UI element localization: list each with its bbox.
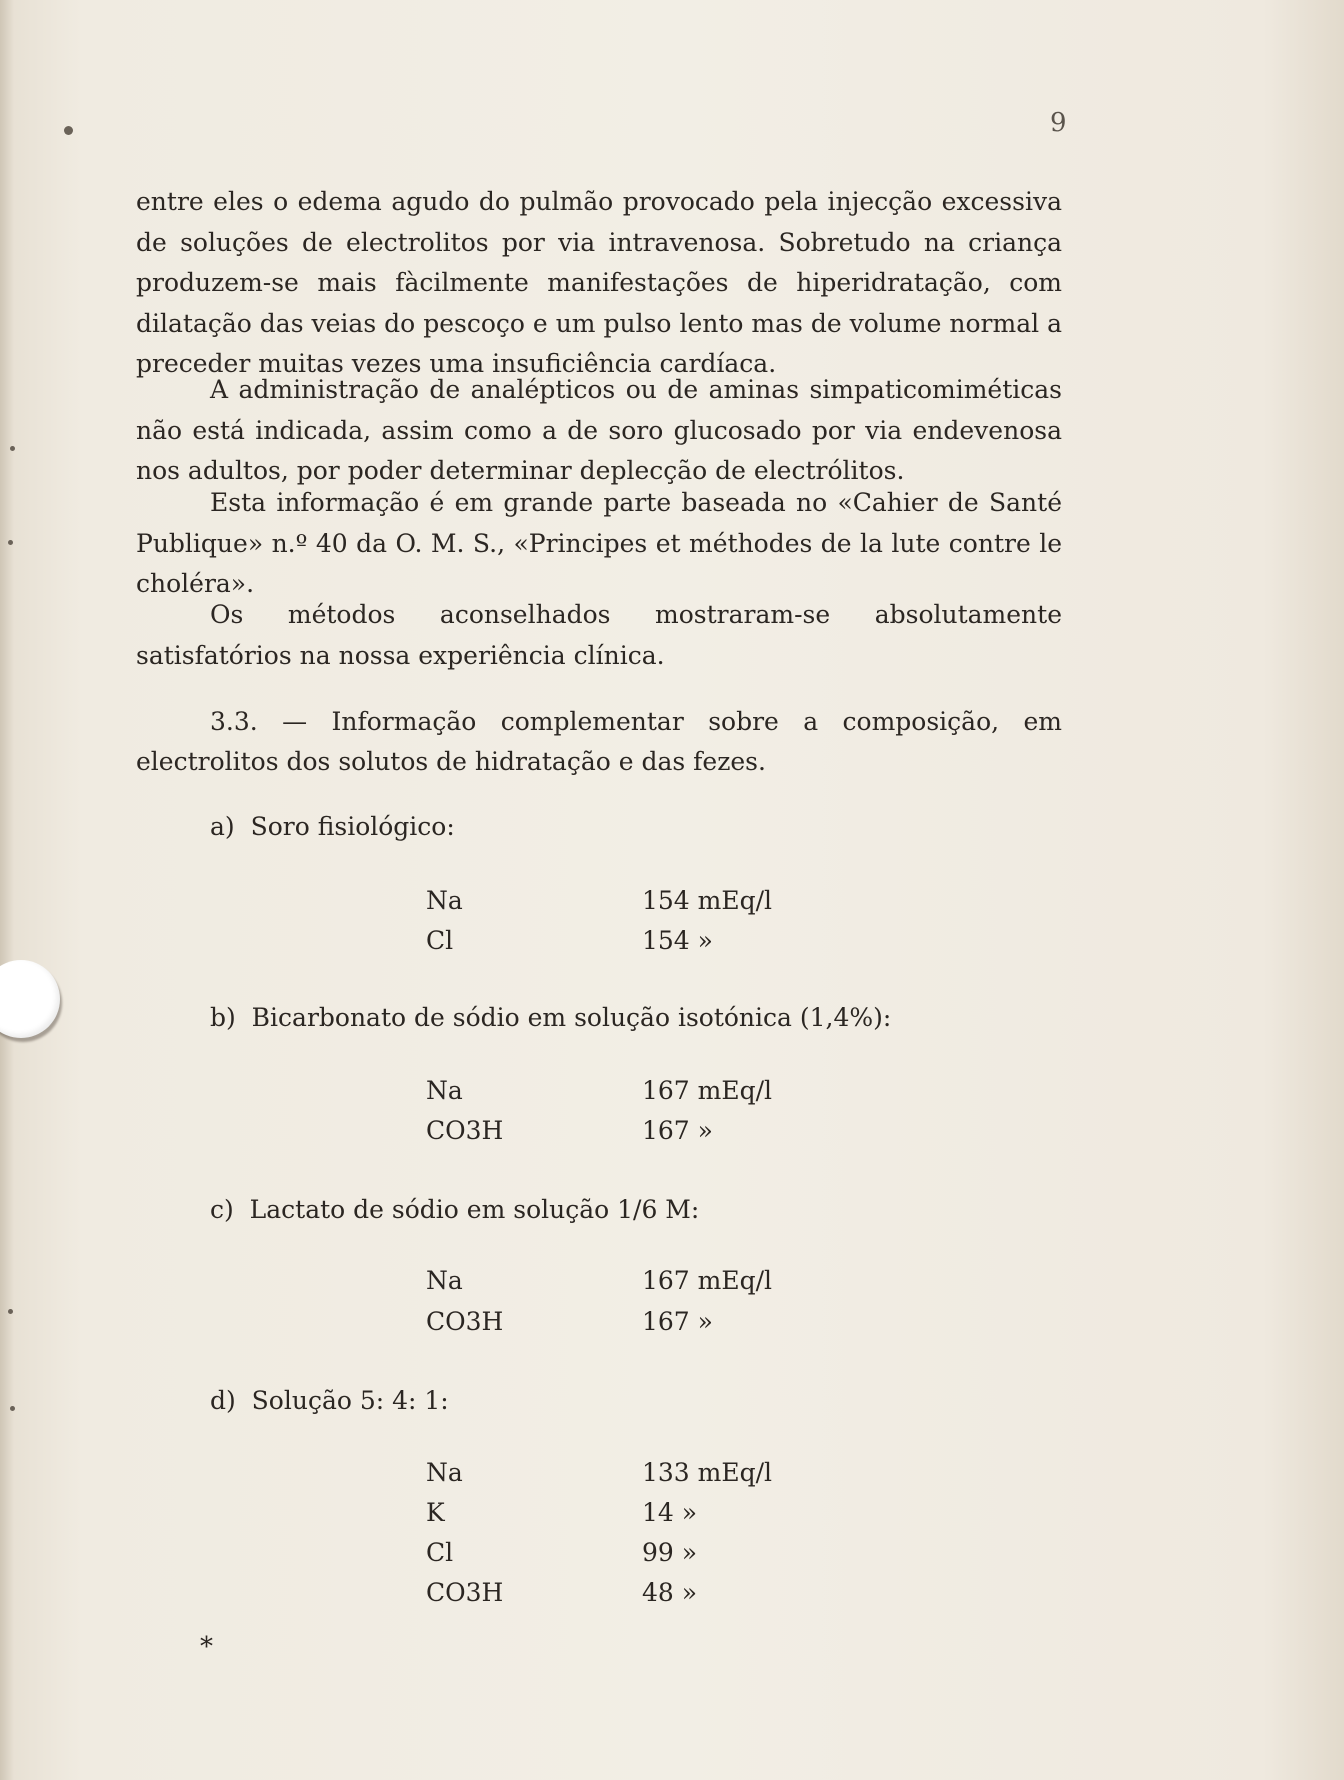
solution-a-title — [210, 812, 455, 841]
solution-b-title — [210, 1003, 891, 1032]
footnote-mark: * — [200, 1632, 213, 1662]
margin-mark — [10, 446, 15, 451]
ion-value: 167 » — [642, 1116, 713, 1145]
solution-name: Bicarbonato de sódio em solução isotónica (1,4%): — [251, 1003, 892, 1032]
solution-name: Lactato de sódio em solução 1/6 M: — [249, 1195, 700, 1224]
margin-mark — [8, 540, 13, 545]
ion-symbol: Na — [426, 1076, 463, 1105]
ion-symbol: Na — [426, 886, 463, 915]
ion-value: 167 mEq/l — [642, 1266, 773, 1295]
ion-symbol: Na — [426, 1266, 463, 1295]
punch-hole-top — [0, 960, 60, 1038]
ion-symbol: CO3H — [426, 1578, 504, 1607]
paragraph-text: Esta informação é em grande parte baseada no «Cahier de Santé Publique» n.º 40 da O. M. S., «Principes et méthodes de la lute contre le choléra». — [136, 488, 1062, 598]
ion-value: 48 » — [642, 1578, 698, 1607]
margin-mark — [64, 126, 73, 135]
paragraph-4 — [136, 595, 1062, 676]
ion-symbol: CO3H — [426, 1116, 504, 1145]
ion-symbol: Cl — [426, 926, 454, 955]
paragraph-3 — [136, 483, 1062, 605]
solution-name: Soro fisiológico: — [250, 812, 455, 841]
ion-symbol: Cl — [426, 1538, 454, 1567]
solution-c-title — [210, 1195, 699, 1224]
ion-value: 154 mEq/l — [642, 886, 773, 915]
solution-label: c) — [210, 1195, 234, 1224]
ion-value: 167 » — [642, 1307, 713, 1336]
solution-name: Solução 5: 4: 1: — [251, 1386, 449, 1415]
ion-value: 154 » — [642, 926, 713, 955]
paragraph-1 — [136, 182, 1062, 385]
solution-label: a) — [210, 812, 235, 841]
page-edge-shadow — [0, 0, 14, 1780]
ion-value: 133 mEq/l — [642, 1458, 773, 1487]
ion-value: 14 » — [642, 1498, 698, 1527]
ion-symbol: CO3H — [426, 1307, 504, 1336]
ion-symbol: K — [426, 1498, 445, 1527]
solution-label: b) — [210, 1003, 236, 1032]
solution-label: d) — [210, 1386, 236, 1415]
paragraph-text: entre eles o edema agudo do pulmão provocado pela injecção excessiva de soluções de electrolitos por via intravenosa. Sobretudo na criança produzem-se mais fàcilmente manifestações de hiperidratação, com dilatação das veias do pescoço e um pulso lento mas de volume normal a preceder muitas vezes uma insuficiência cardíaca. — [136, 187, 1062, 378]
paragraph-2 — [136, 370, 1062, 492]
section-heading: 3.3. — Informação complementar sobre a composição, em electrolitos dos solutos de hidratação e das fezes. — [136, 707, 1062, 776]
ion-value: 99 » — [642, 1538, 698, 1567]
ion-value: 167 mEq/l — [642, 1076, 773, 1105]
page-number: 9 — [1050, 108, 1067, 138]
margin-mark — [10, 1406, 15, 1411]
paragraph-text: Os métodos aconselhados mostraram-se absolutamente satisfatórios na nossa experiência clínica. — [136, 600, 1062, 670]
ion-symbol: Na — [426, 1458, 463, 1487]
margin-mark — [8, 1309, 13, 1314]
solution-d-title — [210, 1386, 449, 1415]
paragraph-text: A administração de analépticos ou de aminas simpaticomiméticas não está indicada, assim como a de soro glucosado por via endevenosa nos adultos, por poder determinar deplecção de electrólitos. — [136, 375, 1062, 485]
